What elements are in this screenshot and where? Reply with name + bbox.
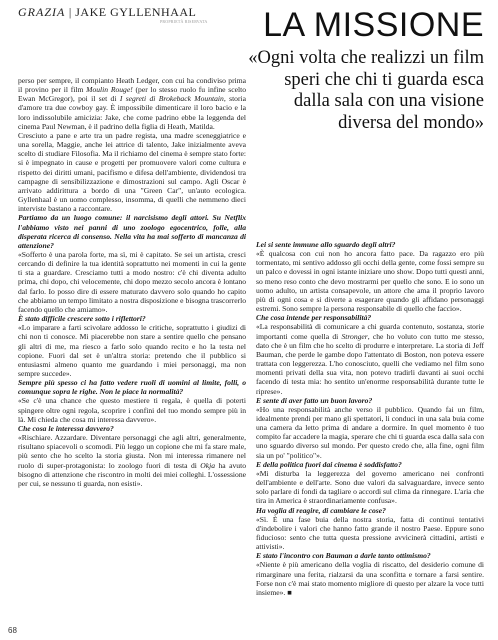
interview-answer: «È qualcosa con cui non ho ancora fatto pace. Da ragazzo ero più tormentato, mi sentivo addosso gli occhi della gente, come fossi sempre su un palco e dovessi in ogni istante iniziare uno show. Dopo tutti questi anni, so meno reso conto che devo mostrarmi per quello che sono. E io sono un uomo adulto, un artista consapevole, un attore che ama il proprio lavoro più di ogni cosa e si diverte a esagerare quando gli affidano personaggi estremi. Sono sempre la persona responsabile di quello che faccio». bbox=[256, 249, 484, 314]
running-header bbox=[18, 5, 207, 24]
interview-answer: «Se c'è una chance che questo mestiere ti regala, è quella di poterti spingere oltre ogni regola, scoprire i confini del tuo mondo sempre più in là. Mi chieda che cosa mi interessa davvero». bbox=[18, 396, 246, 424]
interview-answer: «Sofferto è una parola forte, ma sì, mi è capitato. Se sei un artista, cresci cercando di definire la tua identità soprattutto nei momenti in cui la gente ti sta a guardare. Cresciamo tutti a modo nostro: c'è chi diventa adulto prima, chi dopo, chi velocemente, chi dopo mezzo secolo ancora è lontano dal farlo. Io posso dire di essere maturato davvero solo quando ho capito che abbiamo un tempo limitato a nostra disposizione e bisogna trascorrerlo facendo quello che amiamo». bbox=[18, 249, 246, 314]
page-number: 68 bbox=[8, 626, 17, 635]
copyright-credit: PROPRIETÀ RISERVATA bbox=[160, 19, 208, 24]
interview-answer: «La responsabilità di comunicare a chi guarda contenuto, sostanza, storie importanti come quella di Stronger, che ho voluto con tutto me stesso, dato che è un film che ho scelto di produrre e interpretare. La storia di Jeff Bauman, che perde le gambe dopo l'attentato di Boston, non poteva essere trattata con leggerezza. L'ho conosciuto, quelli che vediamo nel film sono momenti privati della sua vita, non potevo tradirli davanti ai suoi occhi facendo di testa mia: ho sentito un'enorme responsabilità durante tutte le riprese». bbox=[256, 322, 484, 396]
interview-question: E sente di aver fatto un buon lavoro? bbox=[256, 395, 373, 405]
interview-answer: «Sì. È una fase buia della nostra storia, fatta di continui tentativi d'indebolire i valori che hanno fatto grande il nostro Paese. Eppure sono fiducioso: sento che tutta questa pressione avvicinerà cittadini, artisti e attivisti». bbox=[256, 514, 484, 552]
interview-question: Lei si sente immune allo sguardo degli altri? bbox=[256, 240, 396, 249]
right-text-column bbox=[256, 240, 484, 597]
article-title: LA MISSIONE bbox=[263, 6, 484, 44]
bio-paragraph: Cresciuto a pane e arte tra un padre regista, una madre sceneggiatrice e una sorella, Maggie, anche lei attrice di talento, Jake inizialmente aveva scelto di studiare Filosofia. Ma il richiamo del cinema è sempre stato forte: si è impegnato in cause e progetti per promuovere valori come cultura e rispetto dei diritti umani, pacifismo e difesa dell'ambiente, dividendosi tra campagne di sensibilizzazione e dimostrazioni sul campo. Agli Oscar è arrivato addirittura a bordo di una "Green Car", un'auto ecologica. Gyllenhaal è un uomo complesso, insomma, di quelli che nemmeno dieci interviste bastano a raccontare. bbox=[18, 130, 246, 214]
interview-question: È stato difficile crescere sotto i riflettori? bbox=[18, 314, 146, 324]
interview-question: Che cosa le interessa davvero? bbox=[18, 423, 114, 433]
interview-answer: «Niente è più americano della voglia di riscatto, del desiderio comune di rimarginare una ferita, rialzarsi da una sconfitta e tornare a farsi sentire. Forse non c'è mai stato momento migliore di questo per alzare la voce tutti insieme». ■ bbox=[256, 560, 484, 597]
interview-answer: «Lo imparare a farti scivolare addosso le critiche, soprattutto i giudizi di chi non ti conosce. Mi piacerebbe non stare a sentire quello che pensano gli altri di me, ma riesco a farlo solo quando recito e ho la testa nel copione. Fuori dal set è un'altra storia: pretendo che il pubblico si entusiasmi almeno quanto me guardando i miei personaggi, ma non sempre succede». bbox=[18, 323, 246, 378]
subject-name: JAKE GYLLENHAAL bbox=[75, 5, 197, 19]
interview-answer: «Rischiare. Azzardare. Diventare personaggi che agli altri, generalmente, risultano spiacevoli o scomodi. Più leggo un copione che mi fa stare male, più sento che ho scelto la storia giusta. Non mi interessa rimanere nel ruolo di super-protagonista: lo zoologo fuori di testa di Okja ha avuto bisogno di attenzione che riscontro in molti dei miei colleghi. L'ossessione per cui, se nessuno ti guarda, non esisti». bbox=[18, 433, 246, 488]
intro-paragraph: perso per sempre, il compianto Heath Ledger, con cui ha condiviso prima il provino per il film Moulin Rouge! (per lo stesso ruolo fu infine scelto Ewan McGregor), poi il set di I segreti di Brokeback Mountain, storia d'amore tra due cowboy gay. È impossibile dimenticare il loro bacio e la loro indissolubile amicizia: Jake, che come padrino ebbe la leggenda del cinema Paul Newman, è il padrino della figlia di Heath, Matilda. bbox=[18, 76, 247, 131]
interview-question: E stato l'incontro con Bauman a darle tanto ottimismo? bbox=[256, 551, 431, 561]
interview-question: E della politica fuori dai cinema è soddisfatto? bbox=[256, 459, 402, 469]
header-separator: | bbox=[68, 5, 72, 19]
interview-answer: «Ho una responsabilità anche verso il pubblico. Quando fai un film, idealmente prendi per mano gli spettatori, li conduci in una sala buia come una camera da letto prima di andare a dormire. In quel momento è tuo compito far accadere la magia, sperare che chi ti guarda esca dalla sala con uno sguardo diverso sul mondo. Per questo credo che, alla fine, ogni film sia un po' "politico"». bbox=[256, 404, 484, 460]
pull-quote: «Ogni volta che realizzi un film speri che chi ti guarda esca dalla sala con una visione diversa del mondo» bbox=[248, 48, 484, 133]
interview-question: Che cosa intende per responsabilità? bbox=[256, 313, 372, 323]
interview-question: Sempre più spesso ci ha fatto vedere ruoli di uomini al limite, folli, o comunque sopra le righe. Non le piace la normalità? bbox=[18, 378, 246, 397]
interview-question: Ha voglia di reagire, di cambiare le cose? bbox=[256, 505, 386, 515]
end-mark: ■ bbox=[287, 587, 292, 597]
magazine-name: GRAZIA bbox=[18, 5, 66, 19]
left-text-column bbox=[18, 76, 246, 488]
interview-answer: «Mi disturba la leggerezza del governo americano nei confronti dell'ambiente e dell'arte. Sono due valori da salvaguardare, invece sento solo parlare di fondi da tagliare o accordi sul clima da rinnegare. L'aria che tira in America è straordinariamente confusa». bbox=[256, 468, 484, 506]
interview-question: Partiamo da un luogo comune: il narcisismo degli attori. Su Netflix l'abbiamo visto nei panni di uno zoologo egocentrico, folle, alla disperata ricerca di consenso. Nella vita ha mai sofferto di mancanza di attenzione? bbox=[18, 213, 246, 250]
